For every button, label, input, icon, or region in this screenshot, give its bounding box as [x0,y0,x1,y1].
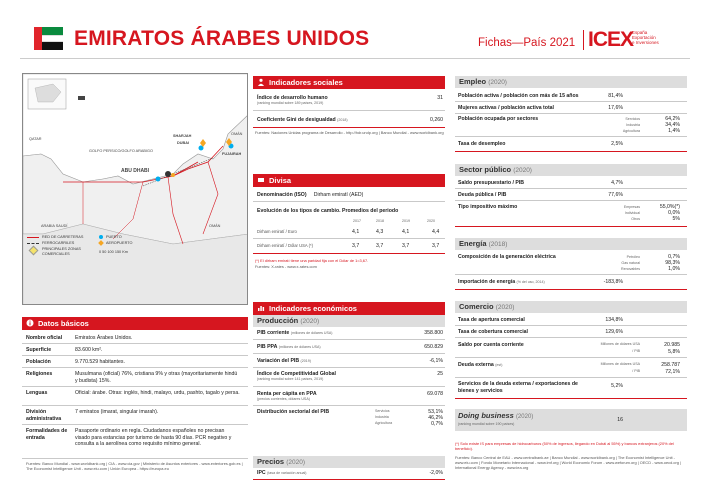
renta-value: 69.078 [427,391,443,397]
footer-sources: Fuentes: Banco Central de EAU - www.centralbank.ae | Banco Mundial - www.worldbank.org | The Economist Intelligence Unit - www.eiu.com | Fondo Monetario Internacional - www.imf.org | World Economic Forum - www.weforum.org | OECD - www.oecd.org | International Energy Agency - www.iea.org [455,455,682,470]
produccion-subheader: Producción (2020) [253,315,445,327]
divisa-header: Divisa [253,174,445,187]
evolucion-title: Evolución de los tipos de cambio. Promedios del periodo [257,208,399,214]
people-icon [257,78,265,86]
coin-icon [257,176,265,184]
gini-label: Coeficiente Gini de desigualdad (2018) [257,117,348,123]
competitividad-value: 25 [437,371,443,377]
page-title: EMIRATOS ÁRABES UNIDOS [74,27,370,50]
uae-flag [34,27,63,50]
chart-icon [257,304,265,312]
doing-business-value: 16 [617,417,623,423]
fichas-pais-label: Fichas—País 2021 [478,37,576,49]
logo-separator [583,30,584,50]
info-icon [26,319,34,327]
idh-label: Índice de desarrollo humano [257,95,328,101]
comercio-subheader: Comercio (2020) [455,301,687,313]
icex-logo: ICEX [588,28,634,51]
footer-note: (*) Solo existe IS para empresas de hidrocarburos (50% de ingresos, llegando en Dubái al 55%) y bancos extranjeros (20% del beneficio). [455,441,674,451]
gini-value: 0,260 [430,117,443,123]
denominacion: Denominación (ISO) Dirham emiratí (AED) [257,192,364,198]
pib-ppa-value: 650.829 [424,344,443,350]
icex-subtitle: España Exportación e Inversiones [632,30,659,45]
header-divider [20,58,690,59]
datos-basicos-header: Datos básicos [22,317,248,330]
ipc-value: -2,0% [429,470,443,476]
idh-value: 31 [437,95,443,101]
indicadores-economicos-header: Indicadores económicos [253,302,445,315]
pib-corriente-value: 358.800 [424,330,443,336]
empleo-subheader: Empleo (2020) [455,76,687,88]
energia-subheader: Energía (2018) [455,238,687,250]
indicadores-sociales-header: Indicadores sociales [253,76,445,89]
country-map: QATAR GOLFO PERSICO/GOLFO ARABIGO SHARJAH DUBAI FUJAIRAH OMÁN ABU DHABI ARABIA SAUDÍ OMÁN RED DE CARRETERAS FERROCARRILES PRINCIPALES ZONAS COMERCIALES PUERTO AEROPUERTO 0 50 100 150 Km [22,73,248,305]
doing-business-box: Doing business (2020) (ranking mundial sobre 190 países) 16 [455,409,687,431]
variacion-pib-value: -6,1% [429,358,443,364]
sector-publico-subheader: Sector público (2020) [455,164,687,176]
precios-subheader: Precios (2020) [253,456,445,468]
